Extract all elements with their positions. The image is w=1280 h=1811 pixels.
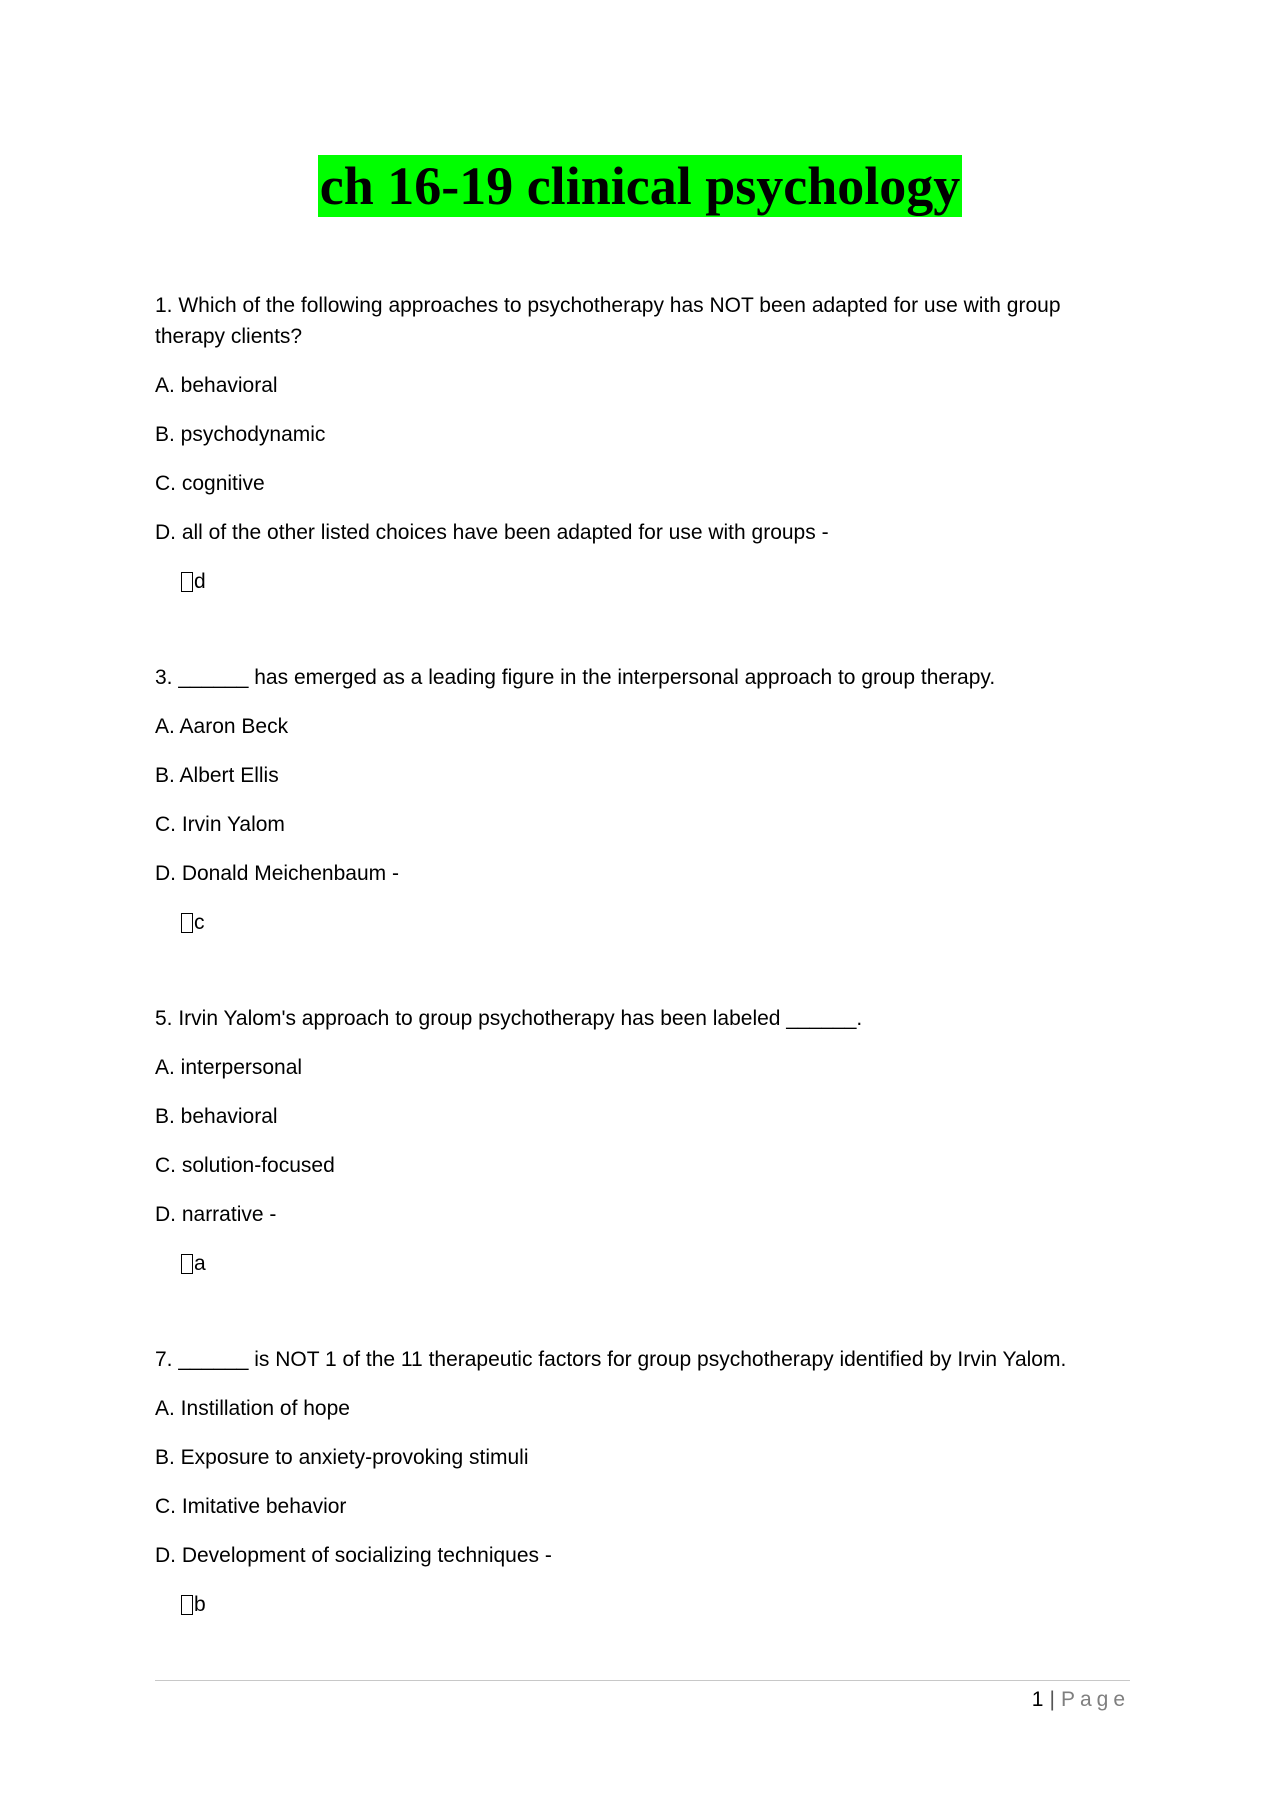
- option-b: B. Albert Ellis: [155, 764, 279, 787]
- page-label: Page: [1060, 1688, 1130, 1711]
- option-d: D. narrative -: [155, 1203, 277, 1226]
- answer-line: [181, 907, 1130, 938]
- question-1: [155, 290, 1130, 597]
- answer-letter: a: [194, 1252, 206, 1275]
- answer-letter: c: [194, 911, 205, 934]
- option-c: C. Imitative behavior: [155, 1495, 347, 1518]
- option-a: A. Instillation of hope: [155, 1397, 350, 1420]
- page-number: 1: [1031, 1688, 1044, 1711]
- answer-line: [181, 566, 1130, 597]
- missing-glyph-icon: [181, 572, 193, 592]
- answer-letter: d: [194, 570, 206, 593]
- question-text: 3. ______ has emerged as a leading figure in the interpersonal approach to group therapy.: [155, 666, 996, 689]
- question-text: 5. Irvin Yalom's approach to group psychotherapy has been labeled ______.: [155, 1007, 863, 1030]
- missing-glyph-icon: [181, 1254, 193, 1274]
- answer-line: [181, 1589, 1130, 1620]
- footer-separator: |: [1049, 1688, 1055, 1711]
- option-b: B. Exposure to anxiety-provoking stimuli: [155, 1446, 529, 1469]
- option-d: D. all of the other listed choices have been adapted for use with groups -: [155, 521, 829, 544]
- answer-letter: b: [194, 1593, 206, 1616]
- option-c: C. cognitive: [155, 472, 265, 495]
- option-a: A. behavioral: [155, 374, 278, 397]
- footer-divider: [155, 1680, 1130, 1681]
- page-footer: [1032, 1685, 1130, 1715]
- option-c: C. Irvin Yalom: [155, 813, 285, 836]
- title-container: [0, 155, 1280, 217]
- question-list: [155, 290, 1130, 1620]
- answer-line: [181, 1248, 1130, 1279]
- document-title: ch 16-19 clinical psychology: [319, 156, 961, 216]
- option-d: D. Donald Meichenbaum -: [155, 862, 399, 885]
- question-7: [155, 1344, 1130, 1620]
- option-b: B. psychodynamic: [155, 423, 326, 446]
- missing-glyph-icon: [181, 1595, 193, 1615]
- option-a: A. Aaron Beck: [155, 715, 289, 738]
- option-b: B. behavioral: [155, 1105, 278, 1128]
- question-3: [155, 662, 1130, 938]
- question-5: [155, 1003, 1130, 1279]
- missing-glyph-icon: [181, 913, 193, 933]
- option-d: D. Development of socializing techniques -: [155, 1544, 552, 1567]
- question-text: 7. ______ is NOT 1 of the 11 therapeutic factors for group psychotherapy identified by Irvin Yalom.: [155, 1348, 1067, 1371]
- question-text: 1. Which of the following approaches to psychotherapy has NOT been adapted for use with group therapy clients?: [155, 294, 1061, 348]
- option-c: C. solution-focused: [155, 1154, 335, 1177]
- option-a: A. interpersonal: [155, 1056, 303, 1079]
